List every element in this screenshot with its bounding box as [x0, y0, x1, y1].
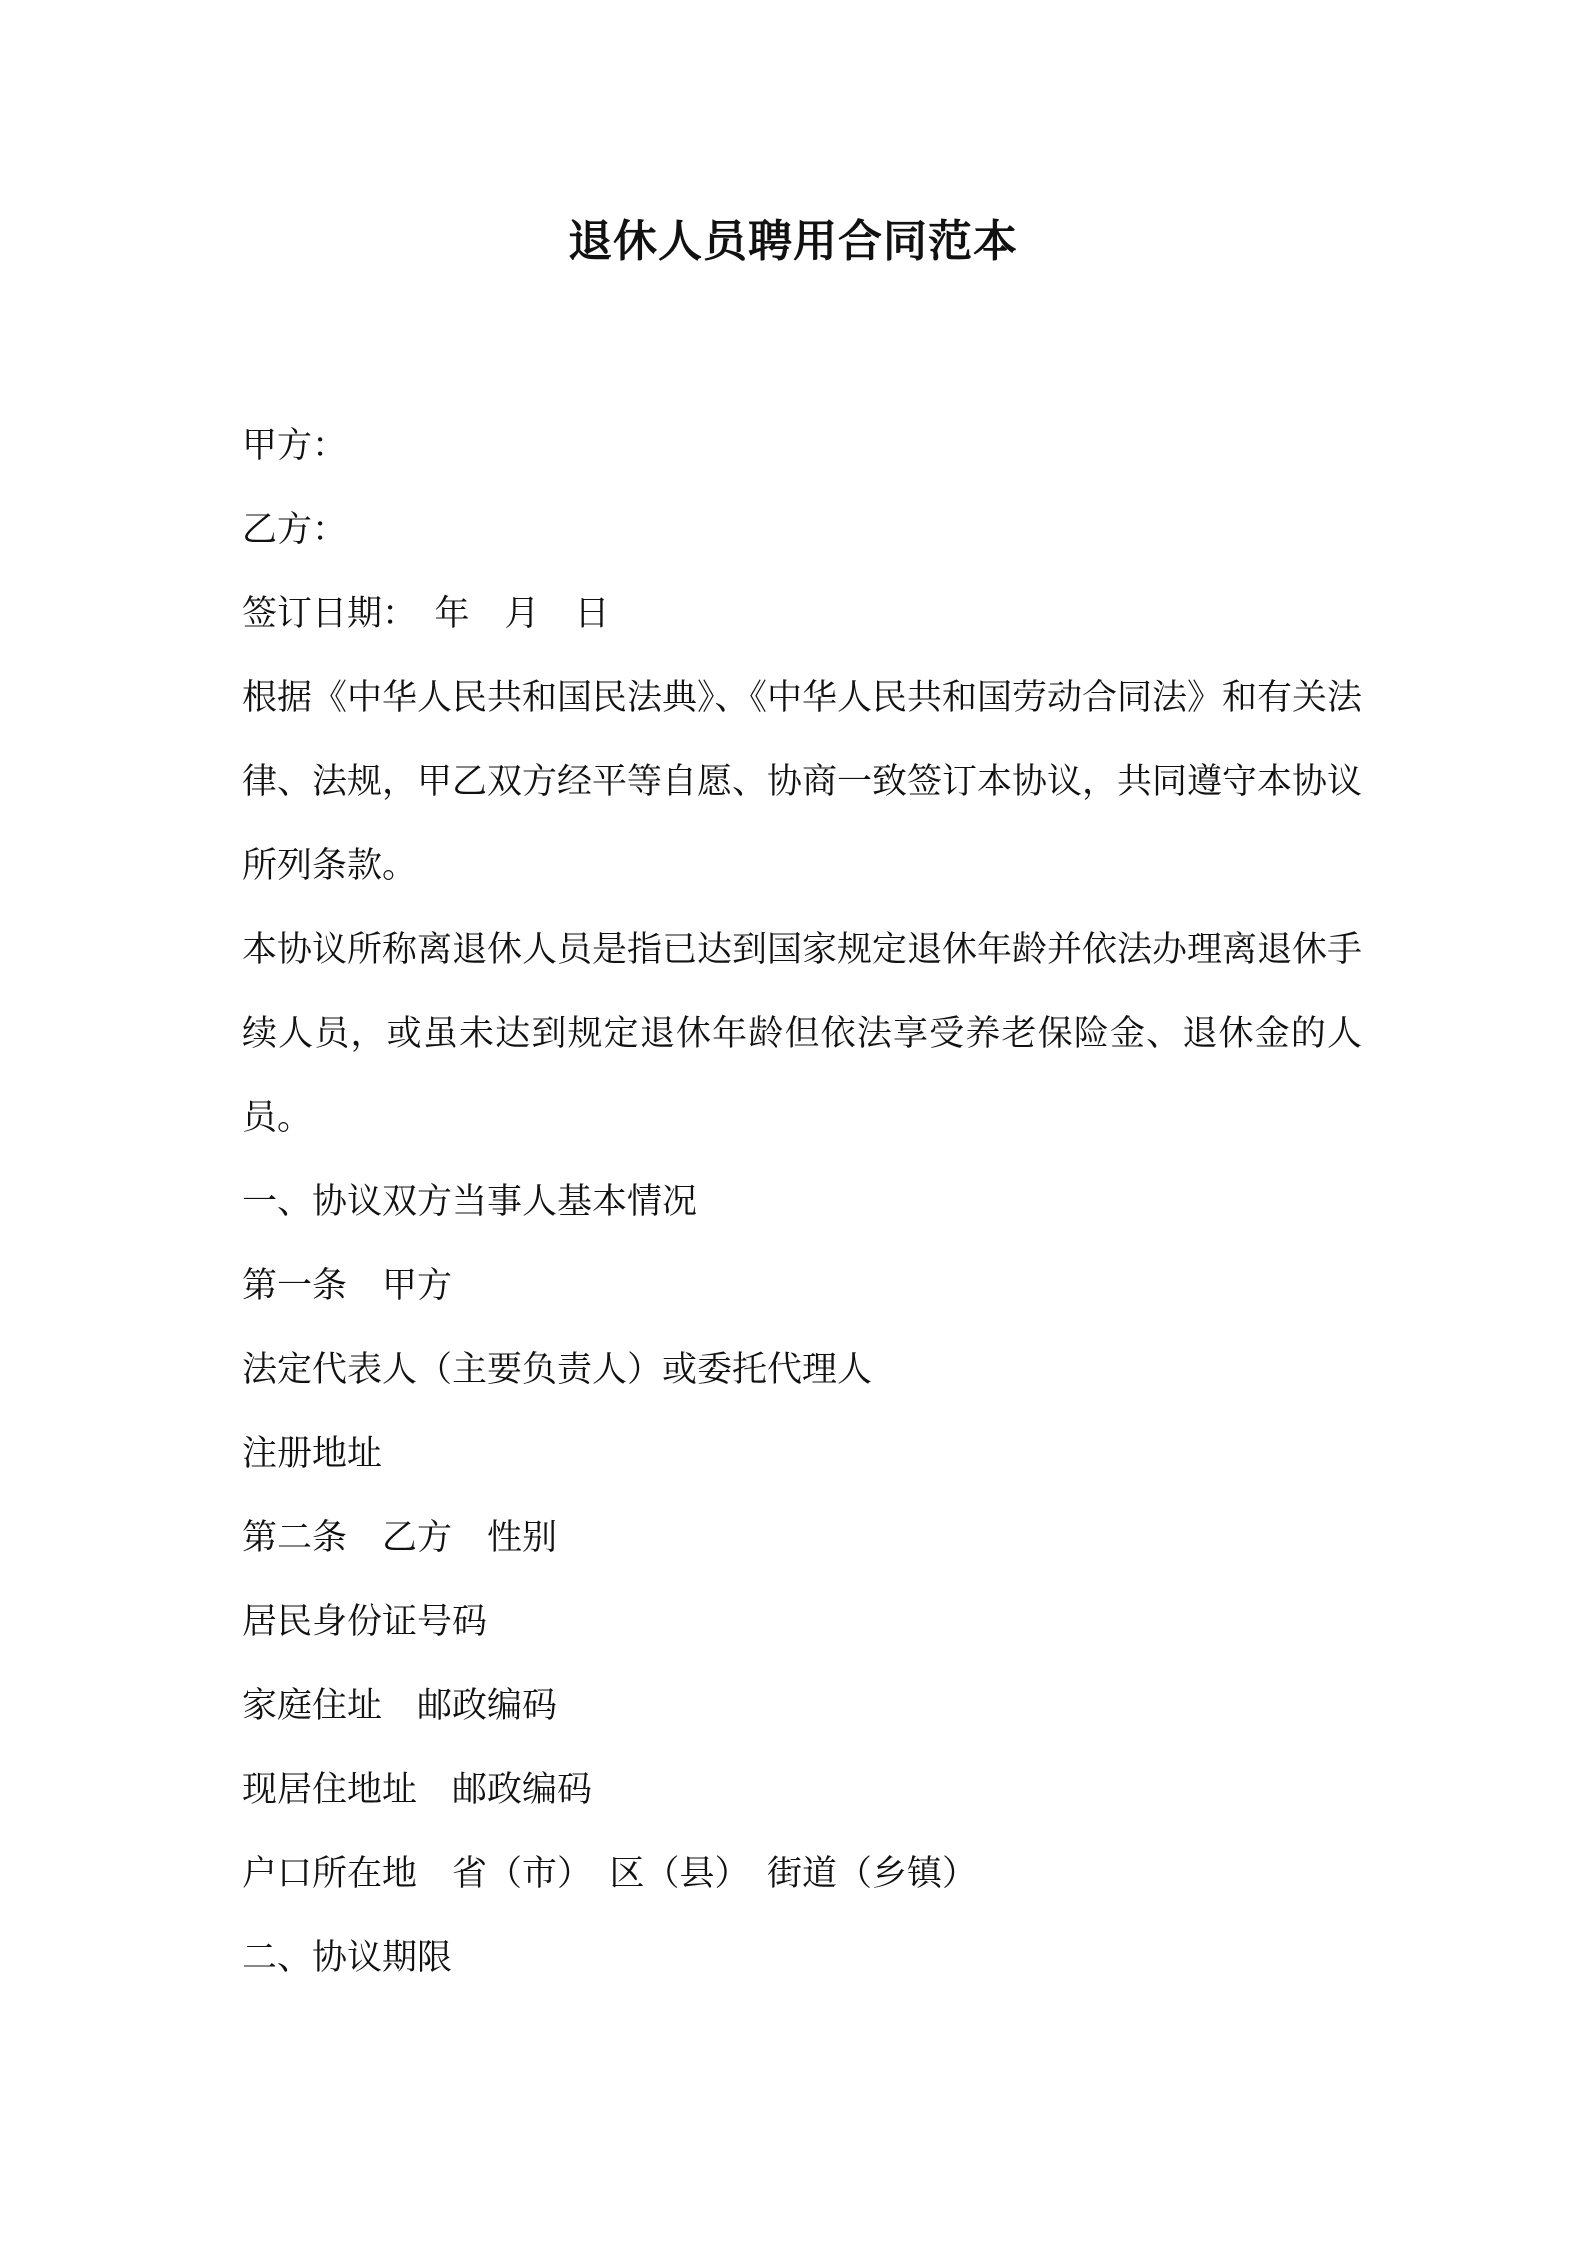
article-2-line: 第二条 乙方 性别: [242, 1518, 558, 1558]
document-body: [242, 404, 1362, 2000]
household-registration-line: 户口所在地 省（市） 区（县） 街道（乡镇）: [242, 1854, 978, 1894]
home-address-line: 家庭住址 邮政编码: [242, 1686, 558, 1726]
legal-basis-paragraph: 根据《中华人民共和国民法典》、《中华人民共和国劳动合同法》和有关法律、法规，甲乙双方经平等自愿、协商一致签订本协议，共同遵守本协议所列条款。: [242, 678, 1363, 886]
registered-address-line: 注册地址: [242, 1434, 383, 1474]
retiree-definition-paragraph: 本协议所称离退休人员是指已达到国家规定退休年龄并依法办理离退休手续人员，或虽未达到规定退休年龄但依法享受养老保险金、退休金的人员。: [242, 930, 1363, 1138]
section-heading-2: 二、协议期限: [242, 1938, 453, 1978]
party-b-line: 乙方：: [242, 510, 348, 550]
id-number-line: 居民身份证号码: [242, 1602, 488, 1642]
signing-date-line: 签订日期： 年 月 日: [242, 594, 610, 634]
article-1-line: 第一条 甲方: [242, 1266, 453, 1306]
document-title: 退休人员聘用合同范本: [568, 216, 1018, 267]
section-heading-1: 一、协议双方当事人基本情况: [242, 1182, 698, 1222]
legal-representative-line: 法定代表人（主要负责人）或委托代理人: [242, 1350, 873, 1390]
current-address-line: 现居住地址 邮政编码: [242, 1770, 593, 1810]
party-a-line: 甲方：: [242, 426, 348, 466]
